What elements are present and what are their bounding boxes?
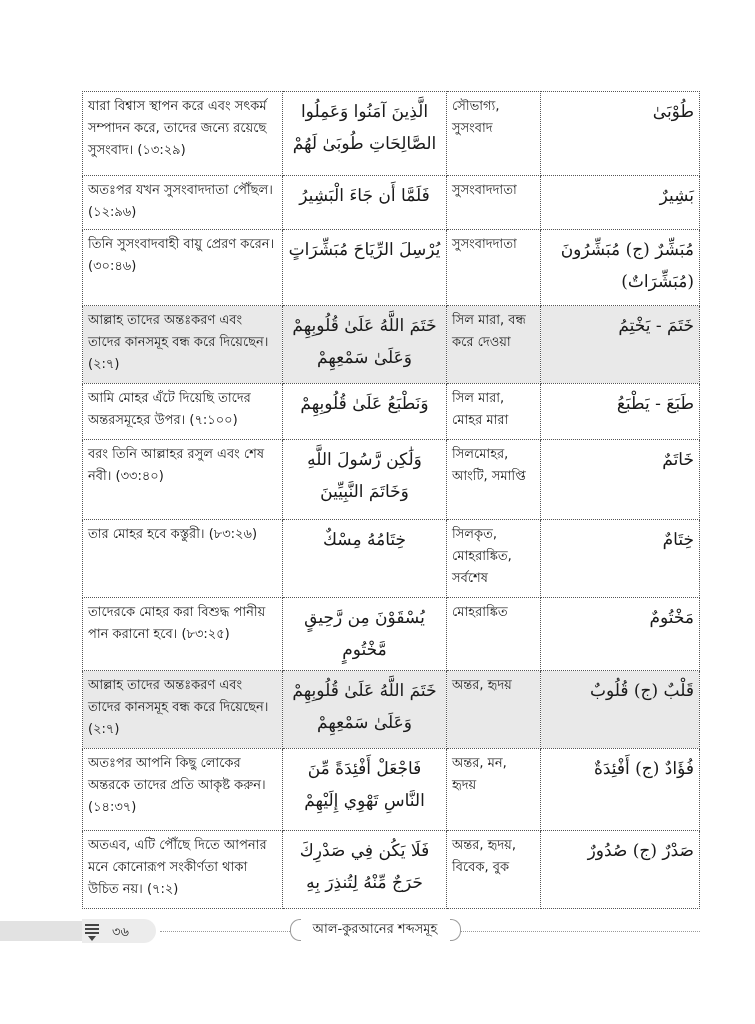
table-row xyxy=(83,749,700,831)
word-meaning: সিল মারা, মোহর মারা xyxy=(447,384,541,440)
arabic-word: طَبَعَ - يَطْبَعُ xyxy=(541,384,700,440)
arabic-word: مُبَشِّرٌ (ج) مُبَشِّرُونَ (مُبَشِّرَاتٌ) xyxy=(541,230,700,306)
table-row xyxy=(83,384,700,440)
running-title: আল-কুরআনের শব্দসমূহ xyxy=(312,922,438,937)
arabic-word: طُوْبَىٰ xyxy=(541,92,700,176)
table-row xyxy=(83,230,700,306)
table-row xyxy=(83,831,700,909)
arabic-verse: خَتَمَ اللَّهُ عَلَىٰ قُلُوبِهِمْ وَعَلَىٰ سَمْعِهِمْ xyxy=(283,671,447,749)
arabic-word: بَشِيرٌ xyxy=(541,176,700,230)
verse-translation: আল্লাহ তাদের অন্তঃকরণ এবং তাদের কানসমূহ বন্ধ করে দিয়েছেন। (২:৭) xyxy=(83,306,283,384)
footer-band xyxy=(0,921,82,941)
page-footer xyxy=(0,912,755,948)
arabic-word: خَاتَمٌ xyxy=(541,440,700,520)
verse-translation: তাদেরকে মোহর করা বিশুদ্ধ পানীয় পান করানো হবে। (৮৩:২৫) xyxy=(83,598,283,671)
arabic-word: صَدْرٌ (ج) صُدُورٌ xyxy=(541,831,700,909)
word-meaning: সৌভাগ্য, সুসংবাদ xyxy=(447,92,541,176)
word-meaning: অন্তর, হৃদয়, বিবেক, বুক xyxy=(447,831,541,909)
verse-translation: অতএব, এটি পৌঁছে দিতে আপনার মনে কোনোরূপ সংকীর্ণতা থাকা উচিত নয়। (৭:২) xyxy=(83,831,283,909)
verse-translation: আমি মোহর এঁটে দিয়েছি তাদের অন্তরসমূহের উপর। (৭:১০০) xyxy=(83,384,283,440)
arabic-word: فُؤَادٌ (ج) أَفْئِدَةٌ xyxy=(541,749,700,831)
arabic-word: قَلْبٌ (ج) قُلُوبٌ xyxy=(541,671,700,749)
arabic-verse: خِتَامُهُ مِسْكٌ xyxy=(283,520,447,598)
arabic-verse: الَّذِينَ آمَنُوا وَعَمِلُوا الصَّالِحَاتِ طُوبَىٰ لَهُمْ xyxy=(283,92,447,176)
word-meaning: সিলকৃত, মোহরাঙ্কিত, সর্বশেষ xyxy=(447,520,541,598)
word-meaning: সুসংবাদদাতা xyxy=(447,176,541,230)
table-row xyxy=(83,92,700,176)
word-meaning: সিল মারা, বন্ধ করে দেওয়া xyxy=(447,306,541,384)
word-meaning: সিলমোহর, আংটি, সমাপ্তি xyxy=(447,440,541,520)
footer-dotted-rule xyxy=(160,931,290,932)
table-row xyxy=(83,306,700,384)
word-meaning: মোহরাঙ্কিত xyxy=(447,598,541,671)
table-row xyxy=(83,671,700,749)
arabic-word: خِتَامٌ xyxy=(541,520,700,598)
verse-translation: যারা বিশ্বাস স্থাপন করে এবং সৎকর্ম সম্পাদন করে, তাদের জন্যে রয়েছে সুসংবাদ। (১৩:২৯) xyxy=(83,92,283,176)
page-number: ৩৬ xyxy=(112,925,129,940)
arabic-verse: وَنَطْبَعُ عَلَىٰ قُلُوبِهِمْ xyxy=(283,384,447,440)
word-meaning: অন্তর, হৃদয় xyxy=(447,671,541,749)
vocabulary-table-body xyxy=(83,92,700,909)
arabic-word: مَخْتُومٌ xyxy=(541,598,700,671)
arabic-verse: يُرْسِلَ الرِّيَاحَ مُبَشِّرَاتٍ xyxy=(283,230,447,306)
verse-translation: তার মোহর হবে কস্তুরী। (৮৩:২৬) xyxy=(83,520,283,598)
verse-translation: আল্লাহ তাদের অন্তঃকরণ এবং তাদের কানসমূহ বন্ধ করে দিয়েছেন। (২:৭) xyxy=(83,671,283,749)
title-bracket-right xyxy=(450,919,461,941)
footer-dotted-rule xyxy=(460,931,700,932)
table-row xyxy=(83,440,700,520)
arabic-verse: فَاجْعَلْ أَفْئِدَةً مِّنَ النَّاسِ تَهْوِي إِلَيْهِمْ xyxy=(283,749,447,831)
table-row xyxy=(83,598,700,671)
verse-translation: বরং তিনি আল্লাহর রসুল এবং শেষ নবী। (৩৩:৪০) xyxy=(83,440,283,520)
arabic-word: خَتَمَ - يَخْتِمُ xyxy=(541,306,700,384)
list-icon xyxy=(84,922,102,942)
arabic-verse: فَلَا يَكُن فِي صَدْرِكَ حَرَجٌ مِّنْهُ لِتُنذِرَ بِهِ xyxy=(283,831,447,909)
word-meaning: সুসংবাদদাতা xyxy=(447,230,541,306)
table-row xyxy=(83,520,700,598)
table-row xyxy=(83,176,700,230)
word-meaning: অন্তর, মন, হৃদয় xyxy=(447,749,541,831)
verse-translation: তিনি সুসংবাদবাহী বায়ু প্রেরণ করেন। (৩০:৪৬) xyxy=(83,230,283,306)
arabic-verse: وَلَٰكِن رَّسُولَ اللَّهِ وَخَاتَمَ النَّبِيِّينَ xyxy=(283,440,447,520)
verse-translation: অতঃপর আপনি কিছু লোকের অন্তরকে তাদের প্রতি আকৃষ্ট করুন। (১৪:৩৭) xyxy=(83,749,283,831)
arabic-verse: فَلَمَّا أَن جَاءَ الْبَشِيرُ xyxy=(283,176,447,230)
verse-translation: অতঃপর যখন সুসংবাদদাতা পৌঁছল। (১২:৯৬) xyxy=(83,176,283,230)
vocabulary-table xyxy=(82,91,700,909)
arabic-verse: خَتَمَ اللَّهُ عَلَىٰ قُلُوبِهِمْ وَعَلَىٰ سَمْعِهِمْ xyxy=(283,306,447,384)
arabic-verse: يُسْقَوْنَ مِن رَّحِيقٍ مَّخْتُومٍ xyxy=(283,598,447,671)
